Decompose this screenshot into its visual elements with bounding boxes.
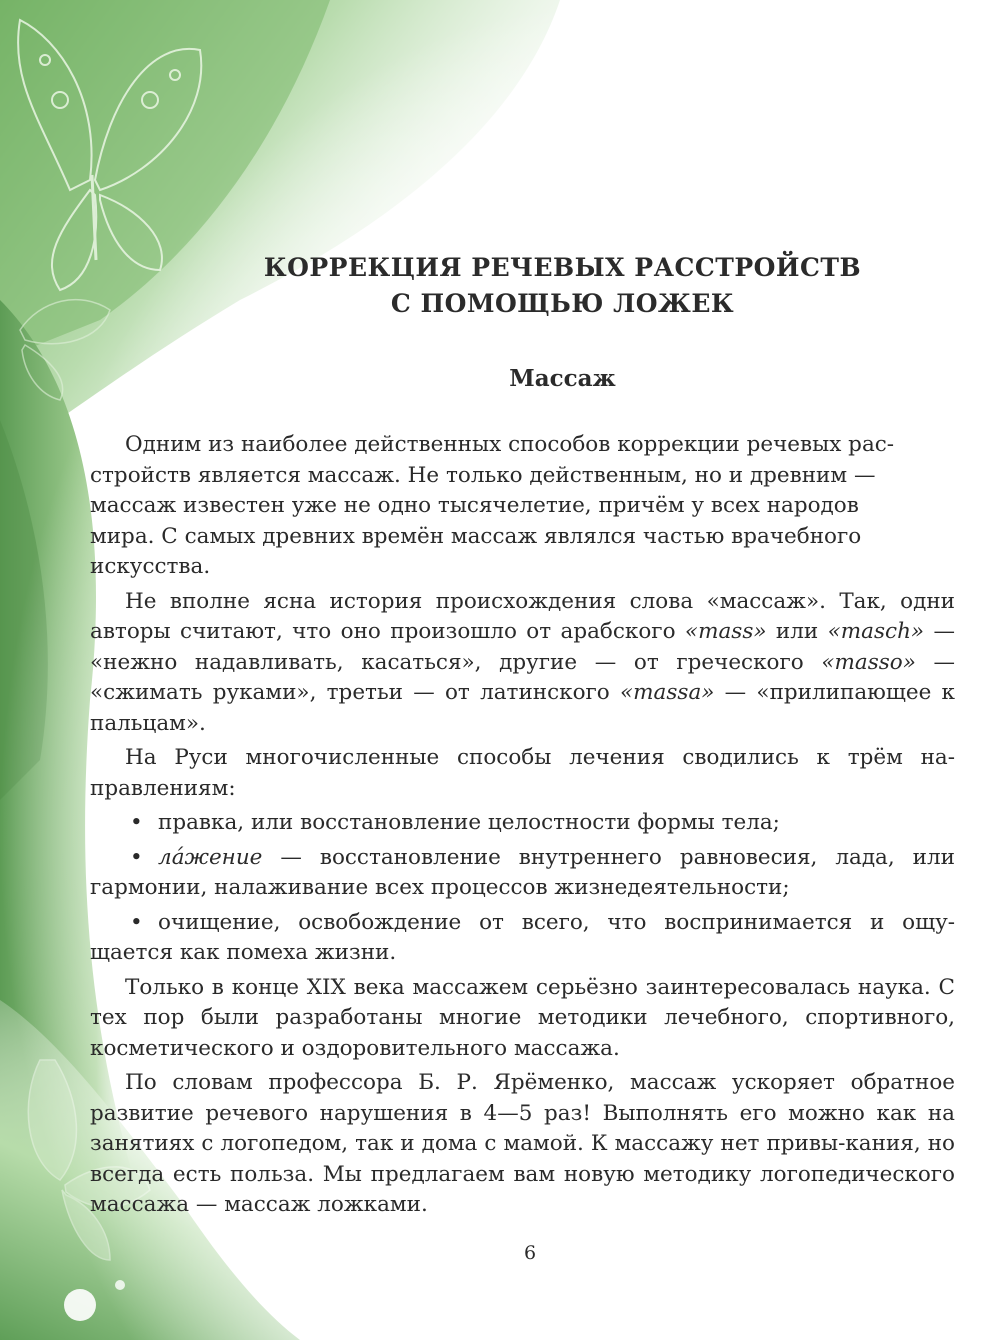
bullet-item-3 <box>90 908 955 969</box>
latin-word-mass: «mass» <box>684 619 767 644</box>
bullet-item-3-text: очищение, освобождение от всего, что воспринимается и ощу-щается как помеха жизни. <box>90 909 955 965</box>
section-title: Массаж <box>509 365 616 392</box>
paragraph-2-text-b: или <box>766 619 828 644</box>
chapter-title <box>170 250 955 322</box>
latin-word-masch: «masch» <box>827 619 925 644</box>
paragraph-3: На Руси многочисленные способы лечения сводились к трём на-правлениям: <box>90 745 955 801</box>
paragraph-1-line-2: стройств является массаж. Не только действенным, но и древним — <box>90 462 876 488</box>
bullet-marker: • <box>130 844 143 870</box>
paragraph-2-text-e: — «прилипающее к пальцам». <box>90 680 955 736</box>
bullet-item-2-term: ла́жение <box>158 844 263 870</box>
paragraph-1-line-4: мира. С самых древних времён массаж являлся частью врачебного <box>90 523 862 549</box>
bullet-item-1 <box>90 808 955 839</box>
paragraph-1-line-3: массаж известен уже не одно тысячелетие, причём у всех народов <box>90 493 859 518</box>
paragraph-2 <box>90 587 955 740</box>
bullet-item-1-text: правка, или восстановление целостности формы тела; <box>158 810 780 835</box>
paragraph-1-line-1: Одним из наиболее действенных способов коррекции речевых рас- <box>125 432 895 457</box>
bullet-marker: • <box>130 810 143 835</box>
paragraph-2-text-d: — «сжимать руками», третьи — от латинского <box>90 649 955 705</box>
chapter-title-line-2: С ПОМОЩЬЮ ЛОЖЕК <box>390 289 735 318</box>
paragraph-2-text-a: Не вполне ясна история происхождения слова «массаж». Так, одни авторы считают, что оно произошло от арабского <box>90 588 955 644</box>
bullet-item-2-text: — восстановление внутреннего равновесия, лада, или гармонии, налаживание всех процессов жизнедеятельности; <box>90 844 955 900</box>
bullet-item-2 <box>90 843 955 904</box>
page-number: 6 <box>523 1242 537 1264</box>
paragraph-5: По словам профессора Б. Р. Ярёменко, массаж ускоряет обратное развитие речевого нарушения в 4—5 раз! Выполнять его можно как на занятиях с логопедом, так и дома с мамой. К массажу нет привы-кания, но всегда есть польза. Мы предлагаем вам новую методику логопедического массажа — массаж ложками. <box>90 1070 955 1217</box>
paragraph-4: Только в конце XIX века массажем серьёзно заинтересовалась наука. С тех пор были разработаны многие методики лечебного, спортивного, косметического и оздоровительного массажа. <box>90 974 955 1061</box>
bullet-marker: • <box>130 909 143 935</box>
chapter-title-line-1: КОРРЕКЦИЯ РЕЧЕВЫХ РАССТРОЙСТВ <box>263 253 862 282</box>
paragraph-2-text-c: — «нежно надавливать, касаться», другие — от греческого <box>90 619 955 675</box>
text-column <box>90 250 955 1225</box>
paragraph-1-line-5: искусства. <box>90 554 211 579</box>
paragraph-1 <box>90 430 955 583</box>
latin-word-masso: «masso» <box>821 649 916 675</box>
latin-word-massa: «massa» <box>620 680 715 705</box>
